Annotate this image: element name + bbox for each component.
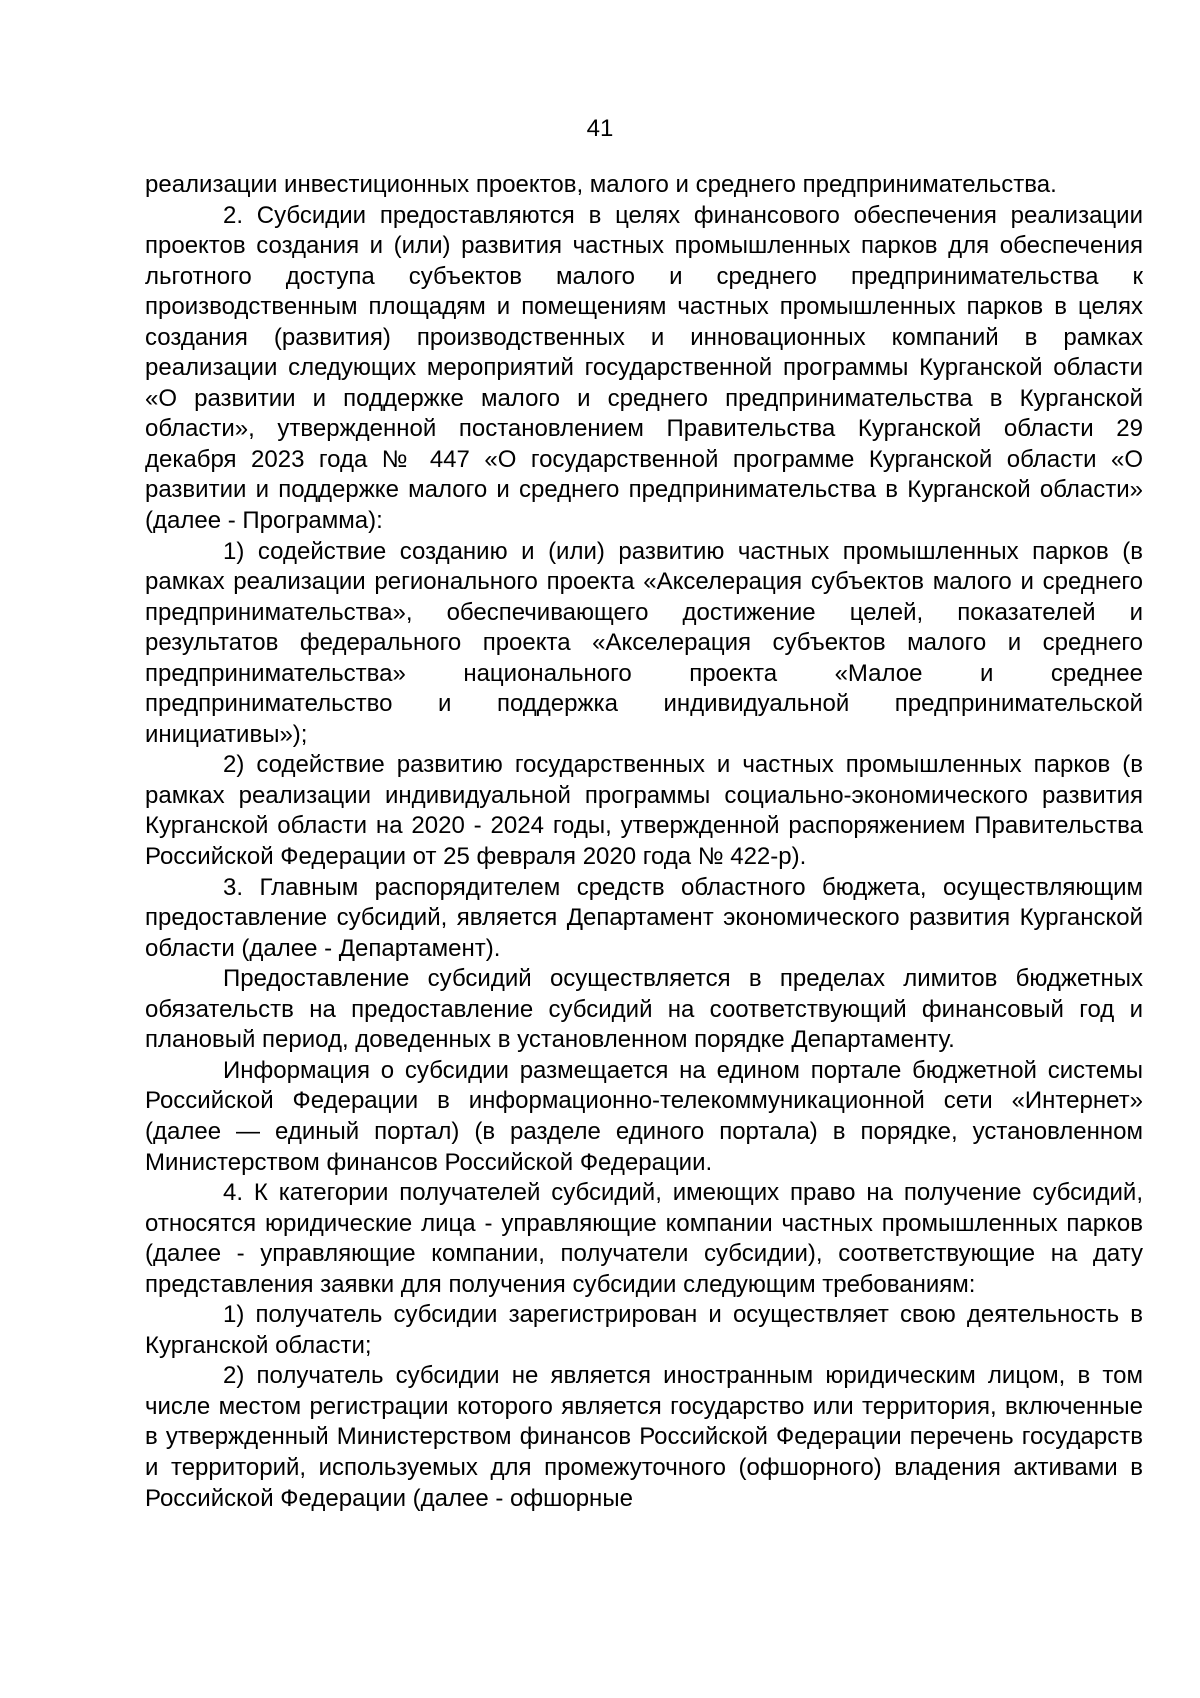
- paragraph-section-3: 3. Главным распорядителем средств областного бюджета, осуществляющим предоставление субсидий, является Департамент экономического развития Курганской области (далее - Департамент).: [145, 873, 1143, 962]
- paragraph-portal-info: Информация о субсидии размещается на едином портале бюджетной системы Российской Федерации в информационно-телекоммуникационной сети «Интернет» (далее — единый портал) (в разделе единого портала) в порядке, установленном Министерством финансов Российской Федерации.: [145, 1056, 1143, 1176]
- paragraph-item-1: 1) содействие созданию и (или) развитию частных промышленных парков (в рамках реализации регионального проекта «Акселерация субъектов малого и среднего предпринимательства», обеспечивающего достижение целей, показателей и результатов федерального проекта «Акселерация субъектов малого и среднего предпринимательства» национального проекта «Малое и среднее предпринимательство и поддержка индивидуальной предпринимательской инициативы»);: [145, 537, 1143, 748]
- paragraph-continuation: реализации инвестиционных проектов, малого и среднего предпринимательства.: [145, 171, 1057, 198]
- paragraph-requirement-2: 2) получатель субсидии не является иностранным юридическим лицом, в том числе местом регистрации которого является государство или территория, включенные в утвержденный Министерством финансов Российской Федерации перечень государств и территорий, используемых для промежуточного (офшорного) владения активами в Российской Федерации (далее - офшорные: [145, 1362, 1143, 1512]
- document-body: [145, 170, 1143, 1514]
- paragraph-item-2: 2) содействие развитию государственных и частных промышленных парков (в рамках реализации индивидуальной программы социально-экономического развития Курганской области на 2020 - 2024 годы, утвержденной распоряжением Правительства Российской Федерации от 25 февраля 2020 года № 422-р).: [145, 751, 1143, 871]
- paragraph-budget-limits: Предоставление субсидий осуществляется в пределах лимитов бюджетных обязательств на предоставление субсидий на соответствующий финансовый год и плановый период, доведенных в установленном порядке Департаменту.: [145, 965, 1143, 1054]
- paragraph-section-4: 4. К категории получателей субсидий, имеющих право на получение субсидий, относятся юридические лица - управляющие компании частных промышленных парков (далее - управляющие компании, получатели субсидии), соответствующие на дату представления заявки для получения субсидии следующим требованиям:: [145, 1179, 1143, 1298]
- paragraph-requirement-1: 1) получатель субсидии зарегистрирован и осуществляет свою деятельность в Курганской области;: [145, 1301, 1143, 1359]
- page-number: 41: [586, 115, 614, 142]
- paragraph-section-2: 2. Субсидии предоставляются в целях финансового обеспечения реализации проектов создания и (или) развития частных промышленных парков для обеспечения льготного доступа субъектов малого и среднего предпринимательства к производственным площадям и помещениям частных промышленных парков в целях создания (развития) производственных и инновационных компаний в рамках реализации следующих мероприятий государственной программы Курганской области «О развитии и поддержке малого и среднего предпринимательства в Курганской области», утвержденной постановлением Правительства Курганской области 29 декабря 2023 года № 447 «О государственной программе Курганской области «О развитии и поддержке малого и среднего предпринимательства в Курганской области» (далее - Программа):: [145, 201, 1143, 535]
